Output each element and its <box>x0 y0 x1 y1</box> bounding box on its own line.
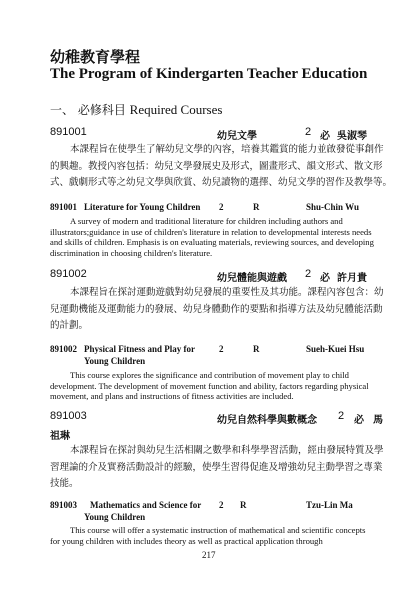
course-code-en: 891002 <box>50 344 77 354</box>
description-line: for young children with includes theory as well as practical application through <box>50 535 323 546</box>
course-teacher-en: Tzu-Lin Ma <box>306 500 353 510</box>
description-line: 習理論的介及實務活動設計的經驗，使學生習得促進及增強幼兒主動學習之專業 <box>50 461 383 473</box>
course-credits: 2 <box>305 268 312 280</box>
description-line: 式、戲劇形式等之幼兒文學與欣賞、幼兒讀物的選擇、幼兒文學的習作及教學等。 <box>50 177 393 188</box>
section-heading <box>50 101 222 118</box>
course-name-en-continued: Young Children <box>84 356 146 366</box>
course-teacher-zh: 吳淑琴 <box>337 131 367 142</box>
course-code: 891003 <box>50 410 87 422</box>
course-code-en: 891001 <box>50 202 77 212</box>
course-name-en: Mathematics and Science for <box>90 500 202 510</box>
course-code: 891001 <box>50 126 87 138</box>
description-line: 本課程旨在探討與幼兒生活相關之數學和科學學習活動，經由發展特質及學 <box>70 445 384 456</box>
course-credits-en: 2 <box>219 500 224 510</box>
course-description-zh <box>50 443 384 493</box>
course-credits: 2 <box>338 410 345 422</box>
section-heading-en: Required Courses <box>129 102 223 117</box>
course-teacher-zh: 許月貴 <box>337 273 367 284</box>
course-teacher-en: Sueh-Kuei Hsu <box>306 344 365 354</box>
course-description-en <box>50 216 374 258</box>
description-line: 本課程旨在使學生了解幼兒文學的內容，培養其鑑賞的能力並啟發從事創作 <box>70 144 384 155</box>
description-line: and skills of children. Emphasis is on evaluating materials, reviewing sources, and developing <box>50 237 374 247</box>
course-name-en: Physical Fitness and Play for <box>84 344 196 354</box>
description-line: 的興趣。教授內容包括：幼兒文學發展史及形式，圖畫形式、韻文形式、散文形 <box>50 160 383 172</box>
course-description-zh <box>50 142 393 192</box>
course-description-en <box>50 525 366 546</box>
description-line: 的計劃。 <box>50 320 89 331</box>
course-required-en: R <box>240 500 247 510</box>
description-line: This course explores the significance and contribution of movement play to child <box>70 370 349 380</box>
program-title-zh: 幼稚教育學程 <box>50 48 141 66</box>
course-required-en: R <box>253 344 260 354</box>
course-name-zh: 幼兒自然科學與數概念 <box>217 415 317 426</box>
description-line: 本課程旨在探討運動遊戲對幼兒發展的重要性及其功能。課程內容包含：幼 <box>70 287 384 298</box>
course-name-zh: 幼兒體能與遊戲 <box>217 273 287 284</box>
course-description-en <box>50 370 369 402</box>
course-required-en: R <box>253 202 260 212</box>
course-teacher-zh-continued: 祖琳 <box>50 431 70 442</box>
course-description-zh <box>50 285 384 335</box>
description-line: movement, and plans and instructions of fitness activities are included. <box>50 391 294 401</box>
course-teacher-en: Shu-Chin Wu <box>306 202 359 212</box>
course-code-en: 891003 <box>50 500 77 510</box>
course-credits: 2 <box>305 126 312 138</box>
section-heading-zh: 一、 必修科目 <box>50 103 126 117</box>
description-line: development. The development of movement function and ability, factors regarding physical <box>50 380 369 391</box>
description-line: This course will offer a systematic instruction of mathematical and scientific concepts <box>70 525 366 535</box>
page-number: 217 <box>202 550 216 560</box>
course-teacher-zh: 馬 <box>373 415 383 426</box>
course-required: 必 <box>320 273 330 284</box>
course-credits-en: 2 <box>219 344 224 354</box>
course-required: 必 <box>354 415 364 426</box>
course-code: 891002 <box>50 268 87 280</box>
description-line: 兒運動機能及運動能力的發展、幼兒身體動作的要點和指導方法及幼兒體能活動 <box>50 303 383 315</box>
description-line: discrimination in choosing children's literature. <box>50 247 213 258</box>
course-required: 必 <box>320 131 330 142</box>
course-credits-en: 2 <box>219 202 224 212</box>
course-name-en-continued: Young Children <box>84 512 146 522</box>
description-line: 技能。 <box>50 478 79 489</box>
description-line: illustrators;guidance in use of children's literature in relation to developmental interests needs <box>50 226 372 237</box>
description-line: A survey of modern and traditional literature for children including authors and <box>70 216 343 226</box>
course-name-en: Literature for Young Children <box>84 202 201 212</box>
course-name-zh: 幼兒文學 <box>217 131 257 142</box>
program-title-en: The Program of Kindergarten Teacher Education <box>50 66 368 82</box>
